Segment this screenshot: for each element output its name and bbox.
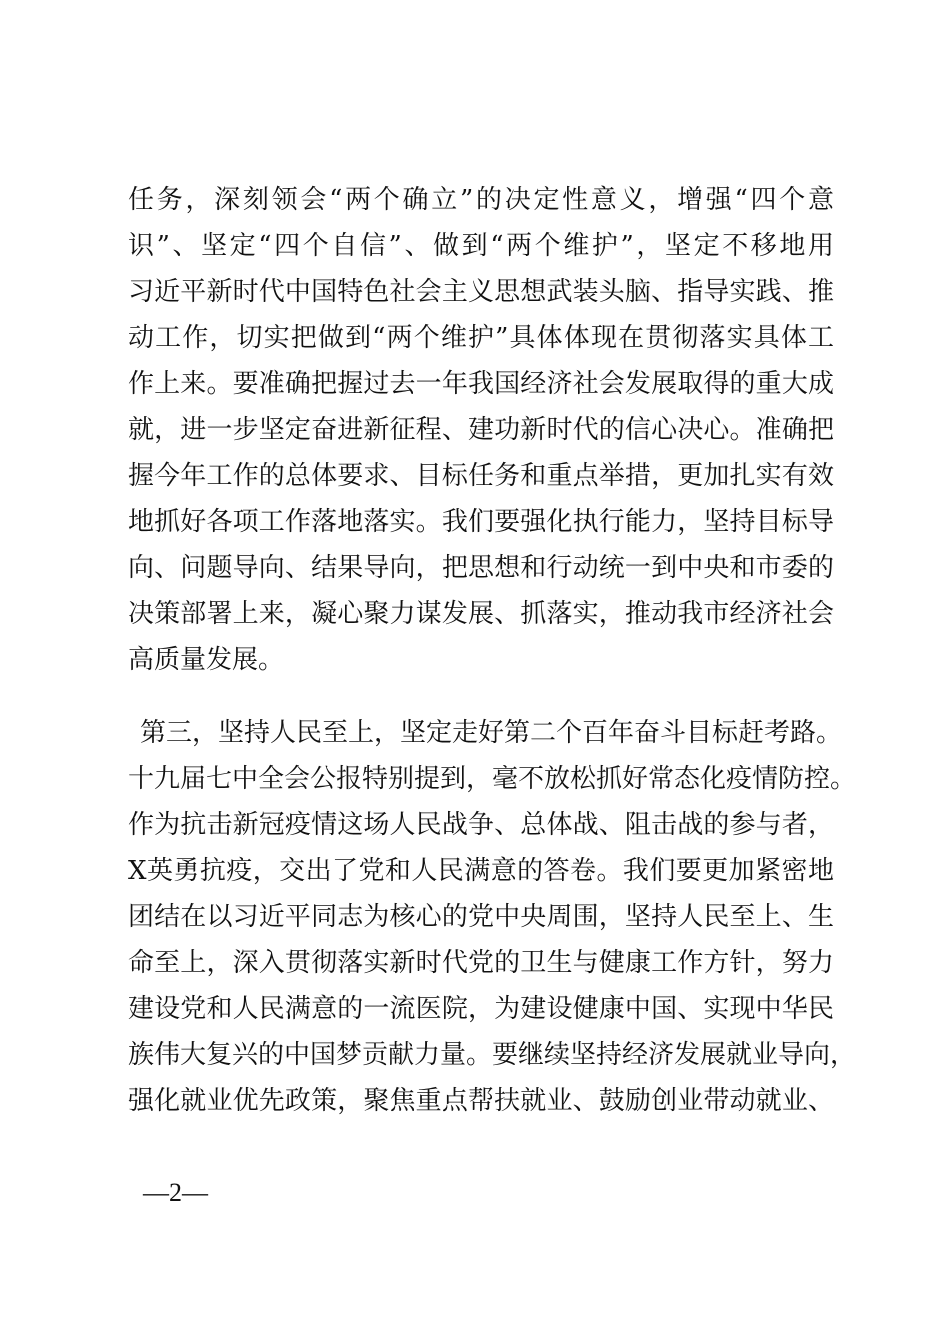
text-line: 族伟大复兴的中国梦贡献力量。要继续坚持经济发展就业导向， [128,1040,857,1070]
text-line: 十九届七中全会公报特别提到，毫不放松抓好常态化疫情防控。 [128,764,857,794]
text-line: 就，进一步坚定奋进新征程、建功新时代的信心决心。准确把 [128,415,834,445]
text-line: 任务，深刻领会“两个确立”的决定性意义，增强“四个意 [128,185,834,215]
text-line: 强化就业优先政策，聚焦重点帮扶就业、鼓励创业带动就业、 [128,1086,834,1116]
text-line: 握今年工作的总体要求、目标任务和重点举措，更加扎实有效 [128,461,834,491]
text-line: X英勇抗疫，交出了党和人民满意的答卷。我们要更加紧密地 [128,856,834,886]
text-line: 作为抗击新冠疫情这场人民战争、总体战、阻击战的参与者， [128,810,834,840]
text-line: 地抓好各项工作落地落实。我们要强化执行能力，坚持目标导 [128,507,834,537]
text-line: 识”、坚定“四个自信”、做到“两个维护”，坚定不移地用 [128,231,834,261]
text-line: 动工作，切实把做到“两个维护”具体体现在贯彻落实具体工 [128,323,834,353]
text-line: 决策部署上来，凝心聚力谋发展、抓落实，推动我市经济社会 [128,599,834,629]
text-line: 高质量发展。 [128,645,285,675]
text-line: 团结在以习近平同志为核心的党中央周围，坚持人民至上、生 [128,902,834,932]
text-line: 向、问题导向、结果导向，把思想和行动统一到中央和市委的 [128,553,834,583]
text-line: 习近平新时代中国特色社会主义思想武装头脑、指导实践、推 [128,277,834,307]
text-line: 作上来。要准确把握过去一年我国经济社会发展取得的重大成 [128,369,834,399]
text-line: 命至上，深入贯彻落实新时代党的卫生与健康工作方针，努力 [128,948,834,978]
text-line: 建设党和人民满意的一流医院，为建设健康中国、实现中华民 [128,994,834,1024]
text-line: 第三，坚持人民至上，坚定走好第二个百年奋斗目标赶考路。 [140,718,843,748]
page-number: —2— [143,1178,208,1207]
